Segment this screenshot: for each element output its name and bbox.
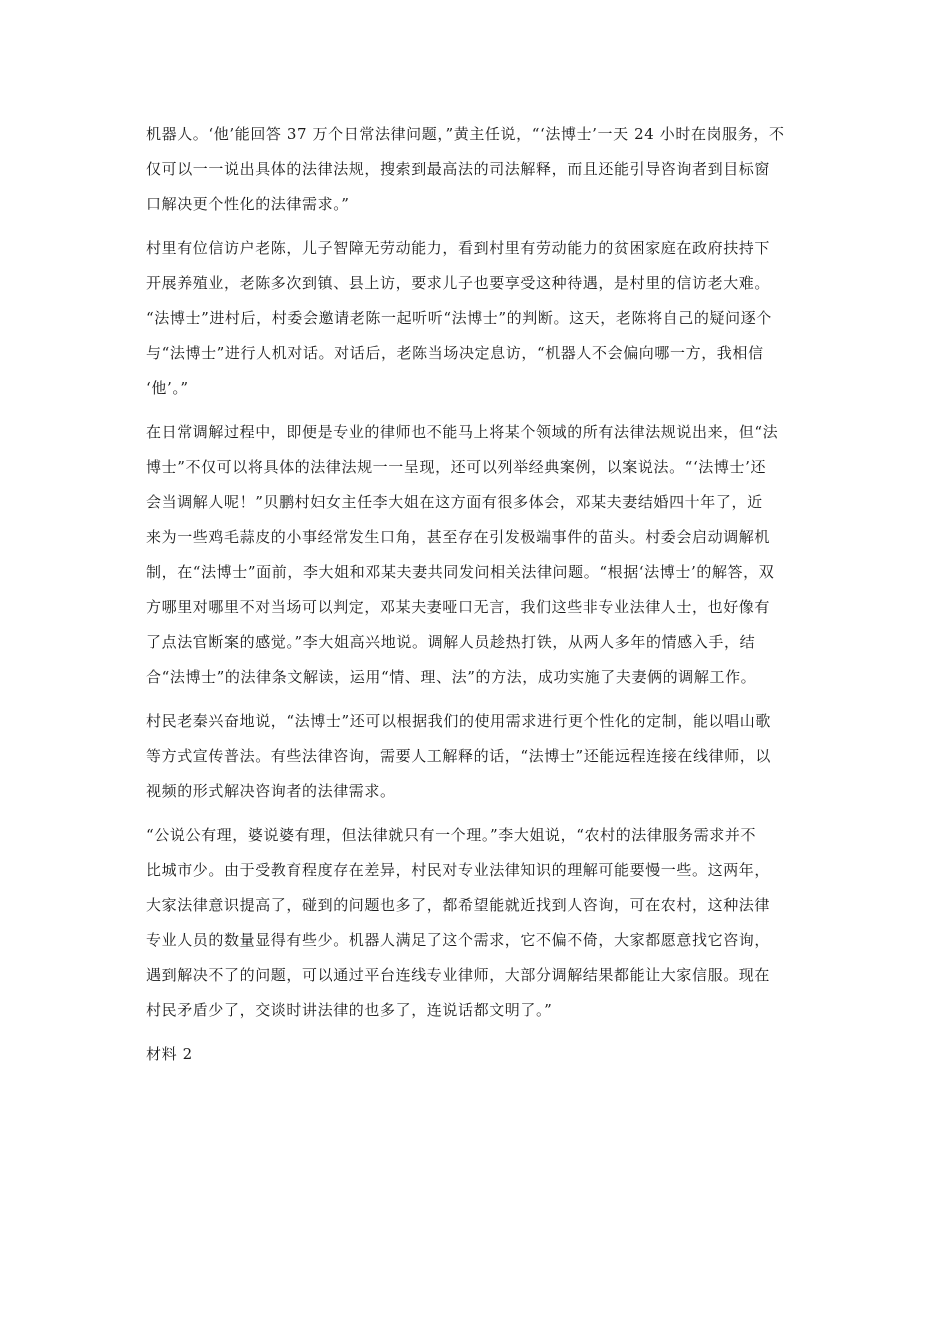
text-line: 村里有位信访户老陈，儿子智障无劳动能力，看到村里有劳动能力的贫困家庭在政府扶持下 bbox=[146, 239, 771, 257]
text-line: 大家法律意识提高了，碰到的问题也多了，都希望能就近找到人咨询，可在农村，这种法律 bbox=[146, 896, 771, 914]
text-line: 比城市少。由于受教育程度存在差异，村民对专业法律知识的理解可能要慢一些。这两年， bbox=[146, 861, 771, 879]
text-line: 开展养殖业，老陈多次到镇、县上访，要求儿子也要享受这种待遇，是村里的信访老大难。 bbox=[146, 274, 771, 292]
text-line: 遇到解决不了的问题，可以通过平台连线专业律师，大部分调解结果都能让大家信服。现在 bbox=[146, 966, 771, 984]
text-line: 等方式宣传普法。有些法律咨询，需要人工解释的话，“法博士”还能远程连接在线律师，以 bbox=[146, 747, 771, 765]
material-label: 材料 2 bbox=[146, 1045, 193, 1063]
text-line: 在日常调解过程中，即便是专业的律师也不能马上将某个领域的所有法律法规说出来，但“法 bbox=[146, 423, 779, 441]
text-line: 村民矛盾少了，交谈时讲法律的也多了，连说话都文明了。” bbox=[146, 1001, 553, 1019]
text-line: 村民老秦兴奋地说，“法博士”还可以根据我们的使用需求进行更个性化的定制，能以唱山歌 bbox=[146, 712, 771, 730]
text-line: 视频的形式解决咨询者的法律需求。 bbox=[146, 782, 396, 800]
text-line: 专业人员的数量显得有些少。机器人满足了这个需求，它不偏不倚，大家都愿意找它咨询， bbox=[146, 931, 771, 949]
text-line: 合“法博士”的法律条文解读，运用“情、理、法”的方法，成功实施了夫妻俩的调解工作。 bbox=[146, 668, 757, 686]
text-line: 与“法博士”进行人机对话。对话后，老陈当场决定息访，“机器人不会偏向哪一方，我相信 bbox=[146, 344, 764, 362]
text-line: 制，在“法博士”面前，李大姐和邓某夫妻共同发问相关法律问题。“根据‘法博士’的解答，双 bbox=[146, 563, 775, 581]
text-line: 会当调解人呢！”贝鹏村妇女主任李大姐在这方面有很多体会，邓某夫妻结婚四十年了，近 bbox=[146, 493, 763, 511]
text-line: 口解决更个性化的法律需求。” bbox=[146, 195, 350, 213]
text-line: “公说公有理，婆说婆有理，但法律就只有一个理。”李大姐说，“农村的法律服务需求并不 bbox=[146, 826, 757, 844]
text-line: “法博士”进村后，村委会邀请老陈一起听听“法博士”的判断。这天，老陈将自己的疑问逐个 bbox=[146, 309, 772, 327]
text-line: 博士”不仅可以将具体的法律法规一一呈现，还可以列举经典案例，以案说法。“‘法博士’还 bbox=[146, 458, 767, 476]
text-line: 了点法官断案的感觉。”李大姐高兴地说。调解人员趁热打铁，从两人多年的情感入手，结 bbox=[146, 633, 756, 651]
text-line: 来为一些鸡毛蒜皮的小事经常发生口角，甚至存在引发极端事件的苗头。村委会启动调解机 bbox=[146, 528, 771, 546]
text-line: 仅可以一一说出具体的法律法规，搜索到最高法的司法解释，而且还能引导咨询者到目标窗 bbox=[146, 160, 771, 178]
text-line: 机器人。‘他’能回答 37 万个日常法律问题，”黄主任说，“‘法博士’一天 24 小时在岗服务，不 bbox=[146, 125, 785, 143]
text-line: 方哪里对哪里不对当场可以判定，邓某夫妻哑口无言，我们这些非专业法律人士，也好像有 bbox=[146, 598, 771, 616]
text-line: ‘他’。” bbox=[146, 379, 189, 397]
